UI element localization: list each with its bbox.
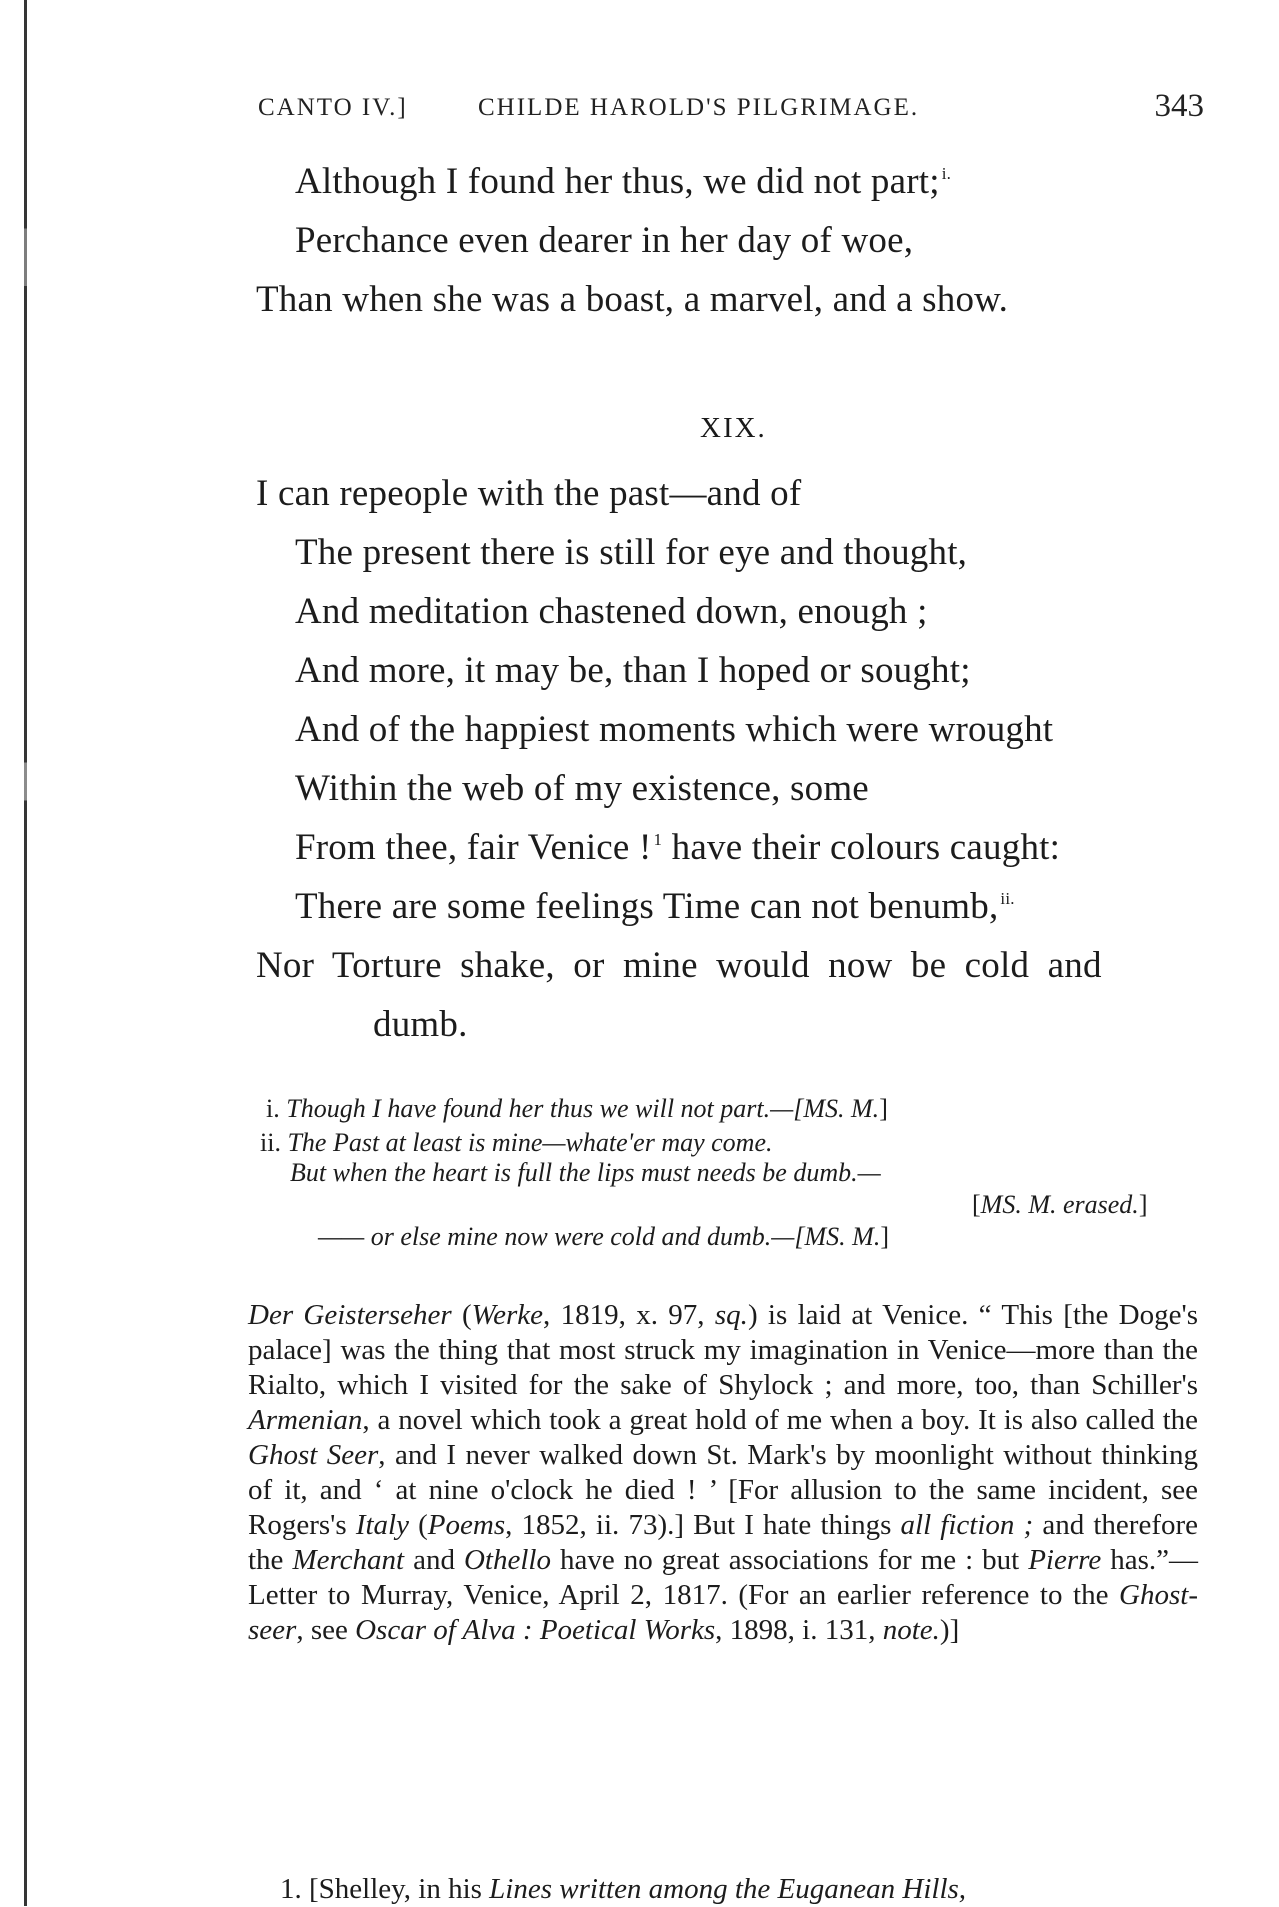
verse-line: The present there is still for eye and thought, xyxy=(295,532,968,573)
verse-line: And more, it may be, than I hoped or sought; xyxy=(295,650,971,691)
verse-line: Within the web of my existence, some xyxy=(295,768,869,809)
verse-line: I can repeople with the past—and of xyxy=(256,473,802,514)
binding-edge xyxy=(24,0,27,1906)
verse-line: From thee, fair Venice ! $^1$ have their colours caught: xyxy=(295,827,1061,868)
footnote-marker: 1 xyxy=(653,830,663,849)
verse-line: Than when she was a boast, a marvel, and a show. xyxy=(256,279,1009,320)
variant-note: ii. The Past at least is mine—whate'er may come. xyxy=(260,1128,773,1157)
verse-line: Although I found her thus, we did not part; $^{i.}$ xyxy=(295,161,952,202)
verse-line: And of the happiest moments which were wrought xyxy=(295,709,1054,750)
footnote-marker: i. xyxy=(941,164,952,183)
verse-line: Nor Torture shake, or mine would now be cold and xyxy=(256,945,1102,986)
footnote-marker: ii. xyxy=(1000,889,1015,908)
stanza-number: XIX. xyxy=(700,412,767,444)
variant-note: [MS. M. erased.] xyxy=(972,1190,1148,1219)
verse-line: Perchance even dearer in her day of woe, xyxy=(295,220,914,261)
verse-line: There are some feelings Time can not benumb, $^{ii.}$ xyxy=(295,886,1015,927)
verse-line: And meditation chastened down, enough ; xyxy=(295,591,928,632)
footnote-1: 1. [Shelley, in his Lines written among the Euganean Hills, xyxy=(280,1873,967,1905)
variant-note: —— or else mine now were cold and dumb.—[MS. M.] xyxy=(318,1222,890,1251)
variant-note: But when the heart is full the lips must needs be dumb.— xyxy=(290,1158,881,1187)
page-number: 343 xyxy=(1154,88,1204,124)
running-header xyxy=(258,88,1204,132)
variant-note: i. Though I have found her thus we will not part.—[MS. M.] xyxy=(266,1094,888,1123)
header-title: CHILDE HAROLD'S PILGRIMAGE. xyxy=(478,94,920,121)
editorial-note xyxy=(248,1298,1199,1905)
note-paragraph: Der Geisterseher (Werke, 1819, x. 97, sq.) is laid at Venice. “ This [the Doge's palace] was the thing that most struck my imagination in Venice—more than the Rialto, which I visited for the sake of Shylock ; and more, too, than Schiller's Armenian, a novel which took a great hold of me when a boy. It is also called the Ghost Seer, and I never walked down St. Mark's by moonlight without thinking of it, and ‘ at nine o'clock he died ! ’ [For allusion to the same incident, see Rogers's Italy (Poems, 1852, ii. 73).] But I hate things all fiction ; and therefore the Merchant and Othello have no great associations for me : but Pierre has.”—Letter to Murray, Venice, April 2, 1817. (For an earlier reference to the Ghost-seer, see Oscar of Alva : Poetical Works, 1898, i. 131, note.)] xyxy=(248,1299,1199,1646)
verse-line: dumb. xyxy=(373,1004,468,1045)
canto-label: CANTO IV.] xyxy=(258,94,408,121)
